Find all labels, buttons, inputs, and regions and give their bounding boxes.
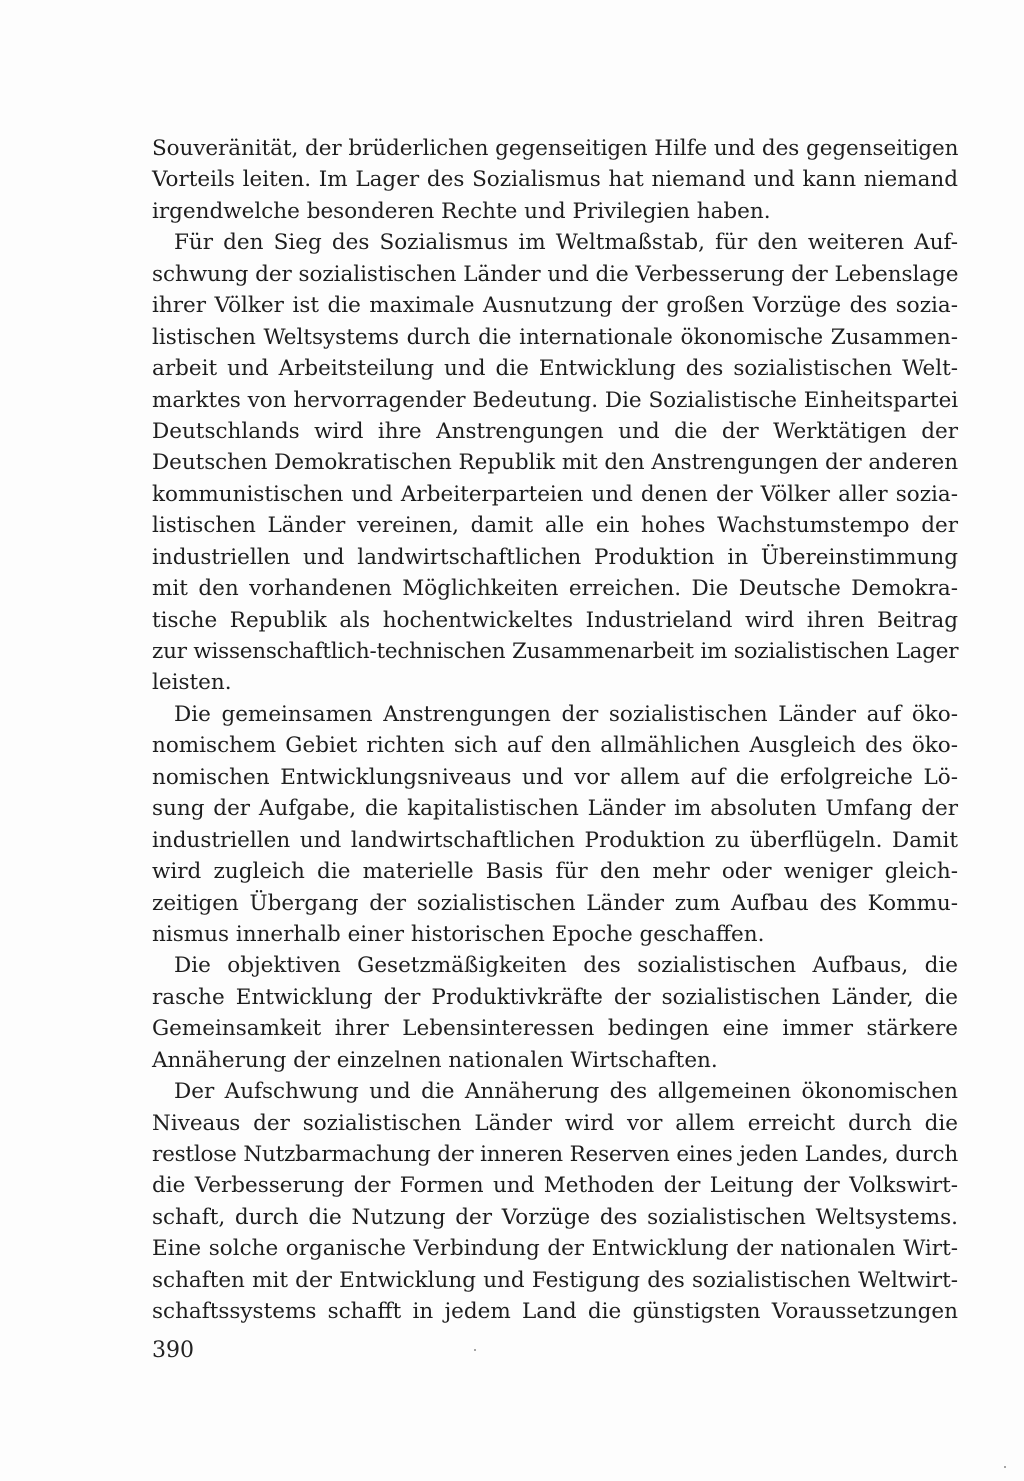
scan-speck xyxy=(1004,1466,1006,1468)
text-line: Der Aufschwung und die Annäherung des allgemeinen ökonomischen xyxy=(174,1079,958,1105)
text-line: schaften mit der Entwicklung und Festigung des sozialistischen Weltwirt- xyxy=(152,1267,958,1293)
text-line: schaftssystems schafft in jedem Land die günstigsten Voraussetzungen xyxy=(152,1299,958,1325)
text-line: Die objektiven Gesetzmäßigkeiten des sozialistischen Aufbaus, die xyxy=(174,953,958,979)
text-line: nomischem Gebiet richten sich auf den allmählichen Ausgleich des öko- xyxy=(152,733,958,759)
text-line: zeitigen Übergang der sozialistischen Länder zum Aufbau des Kommu- xyxy=(152,890,958,916)
text-line: arbeit und Arbeitsteilung und die Entwicklung des sozialistischen Welt- xyxy=(152,356,958,382)
text-line: industriellen und landwirtschaftlichen Produktion in Übereinstimmung xyxy=(152,544,958,570)
text-line: die Verbesserung der Formen und Methoden der Leitung der Volkswirt- xyxy=(152,1173,958,1199)
text-line: restlose Nutzbarmachung der inneren Reserven eines jeden Landes, durch xyxy=(152,1142,958,1167)
text-line: Eine solche organische Verbindung der Entwicklung der nationalen Wirt- xyxy=(152,1236,958,1262)
text-line: schaft, durch die Nutzung der Vorzüge des sozialistischen Weltsystems. xyxy=(152,1204,958,1230)
text-line: schwung der sozialistischen Länder und die Verbesserung der Lebenslage xyxy=(152,261,959,287)
body-text xyxy=(152,133,958,1328)
text-line: sung der Aufgabe, die kapitalistischen Länder im absoluten Umfang der xyxy=(152,796,958,822)
text-line: leisten. xyxy=(152,670,232,696)
text-line: Souveränität, der brüderlichen gegenseitigen Hilfe und des gegenseitigen xyxy=(152,136,959,161)
text-line: listischen Länder vereinen, damit alle ein hohes Wachstumstempo der xyxy=(152,513,958,539)
page-number: 390 xyxy=(152,1338,194,1363)
text-line: kommunistischen und Arbeiterparteien und denen der Völker aller sozia- xyxy=(152,481,958,507)
text-line: industriellen und landwirtschaftlichen Produktion zu überflügeln. Damit xyxy=(152,827,958,853)
text-line: wird zugleich die materielle Basis für den mehr oder weniger gleich- xyxy=(152,859,958,885)
text-line: nomischen Entwicklungsniveaus und vor allem auf die erfolgreiche Lö- xyxy=(152,764,958,790)
text-line: Gemeinsamkeit ihrer Lebensinteressen bedingen eine immer stärkere xyxy=(152,1016,958,1042)
text-line: Die gemeinsamen Anstrengungen der sozialistischen Länder auf öko- xyxy=(174,701,958,727)
text-line: Niveaus der sozialistischen Länder wird vor allem erreicht durch die xyxy=(152,1110,958,1136)
text-line: Deutschlands wird ihre Anstrengungen und die der Werktätigen der xyxy=(152,418,958,444)
text-line: nismus innerhalb einer historischen Epoche geschaffen. xyxy=(152,921,765,947)
text-line: rasche Entwicklung der Produktivkräfte der sozialistischen Länder, die xyxy=(152,984,958,1010)
text-line: zur wissenschaftlich-technischen Zusammenarbeit im sozialistischen Lager xyxy=(152,639,959,664)
text-line: Deutschen Demokratischen Republik mit den Anstrengungen der anderen xyxy=(152,450,958,476)
text-line: marktes von hervorragender Bedeutung. Die Sozialistische Einheitspartei xyxy=(152,387,959,413)
text-line: mit den vorhandenen Möglichkeiten erreichen. Die Deutsche Demokra- xyxy=(152,576,958,602)
text-line: Annäherung der einzelnen nationalen Wirtschaften. xyxy=(152,1047,718,1073)
text-line: irgendwelche besonderen Rechte und Privilegien haben. xyxy=(152,198,771,224)
text-line: Für den Sieg des Sozialismus im Weltmaßstab, für den weiteren Auf- xyxy=(174,230,958,256)
text-line: listischen Weltsystems durch die internationale ökonomische Zusammen- xyxy=(152,324,958,350)
text-line: ihrer Völker ist die maximale Ausnutzung der großen Vorzüge des sozia- xyxy=(152,293,958,319)
text-line: Vorteils leiten. Im Lager des Sozialismus hat niemand und kann niemand xyxy=(152,167,958,193)
scan-speck xyxy=(474,1349,476,1351)
text-line: tische Republik als hochentwickeltes Industrieland wird ihren Beitrag xyxy=(152,607,958,633)
